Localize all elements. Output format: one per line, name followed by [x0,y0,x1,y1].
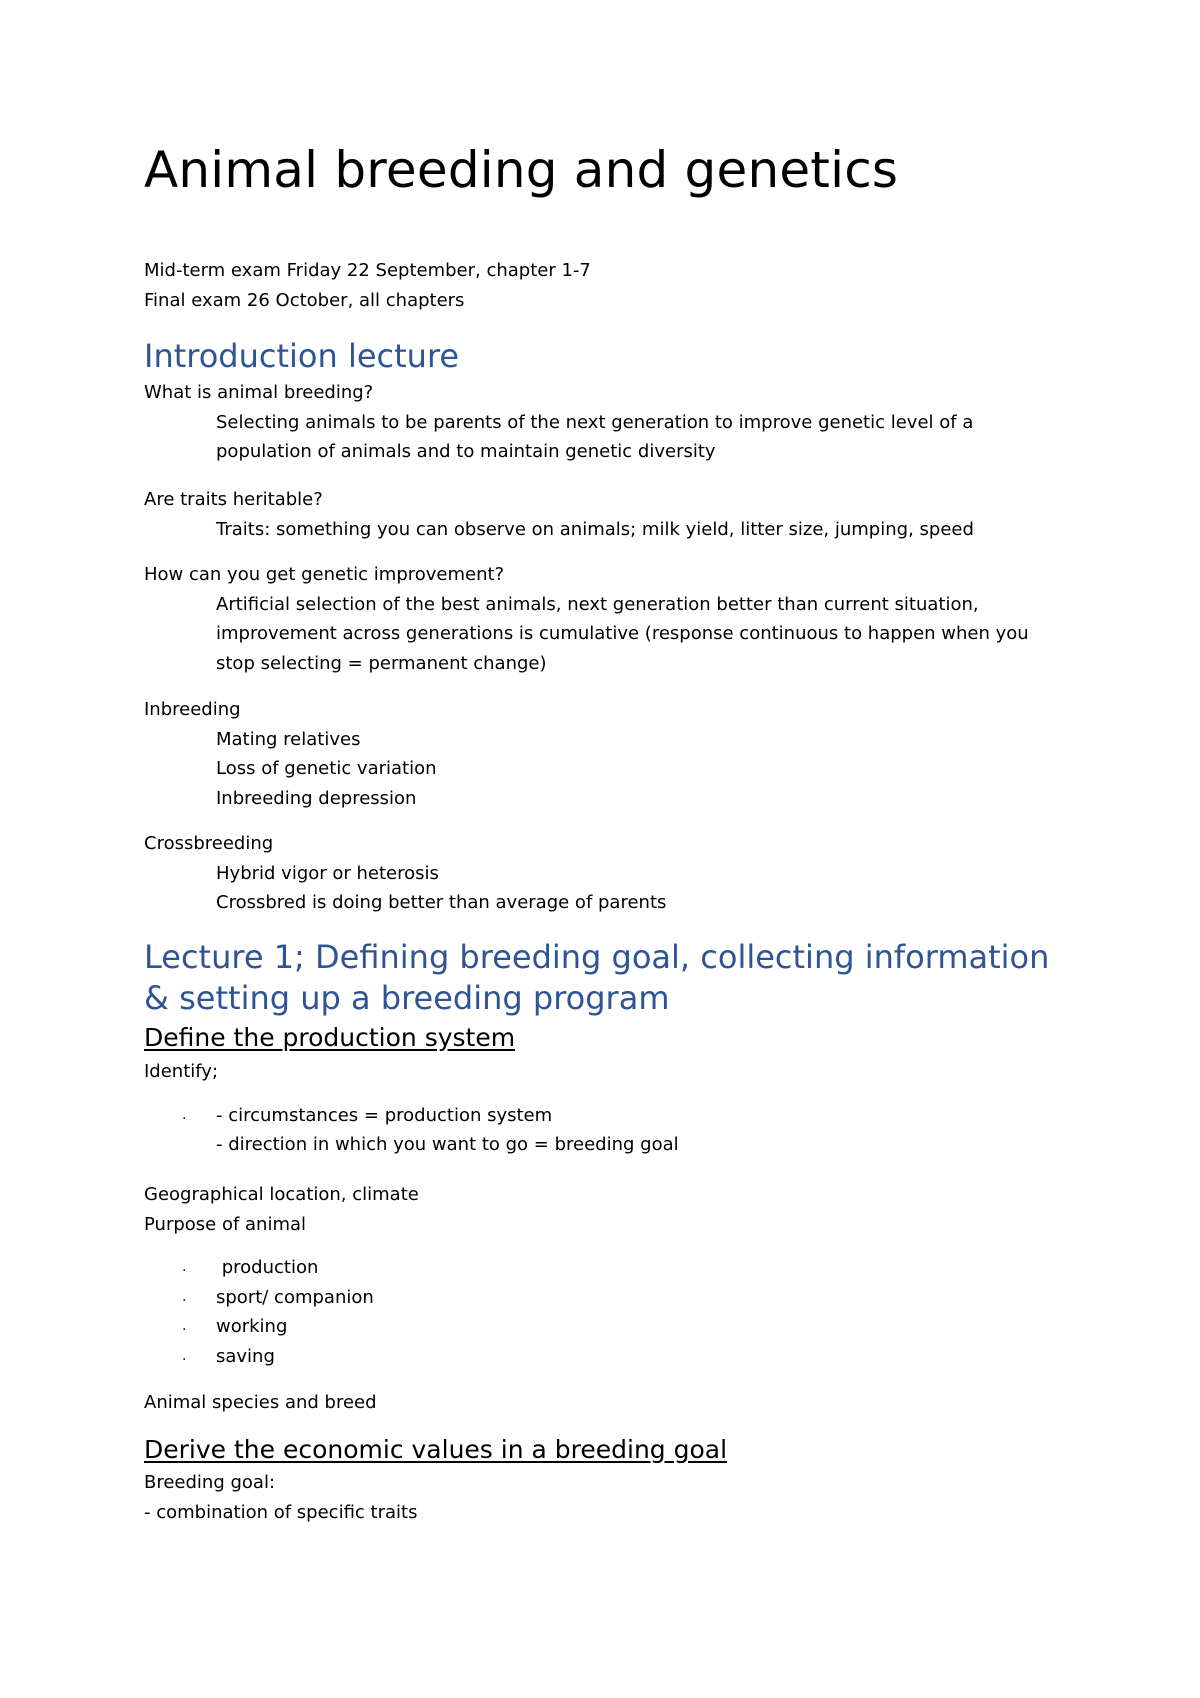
breeding-goal-label: Breeding goal: [144,1472,276,1493]
identify-section [144,1057,679,1160]
intro-question-2 [144,485,974,544]
inbreeding-section [144,695,437,813]
inbreeding-item: Loss of genetic variation [216,758,437,779]
question-text: What is animal breeding? [144,382,374,403]
answer-line: improvement across generations is cumulative (response continuous to happen when you [216,623,1029,644]
intro-question-1 [144,378,973,467]
intro-question-3 [144,560,1029,678]
crossbreeding-item: Hybrid vigor or heterosis [216,862,439,884]
heading-lecture-1 [144,937,1049,1019]
identify-item: - direction in which you want to go = breeding goal [216,1134,679,1155]
crossbreeding-label: Crossbreeding [144,833,274,854]
question-text: Are traits heritable? [144,489,323,510]
bullet-icon: . [182,1106,187,1123]
final-exam-line: Final exam 26 October, all chapters [144,290,465,311]
purpose-item: . production [144,1253,419,1283]
identify-label: Identify; [144,1061,219,1082]
breeding-goal-item: - combination of specific traits [144,1501,418,1523]
inbreeding-label: Inbreeding [144,699,241,720]
bullet-icon: . [182,1288,187,1305]
answer-line: stop selecting = permanent change) [216,652,547,674]
inbreeding-item: Mating relatives [216,728,361,750]
geo-label: Geographical location, climate [144,1184,419,1205]
answer-line: Traits: something you can observe on animals; milk yield, litter size, jumping, speed [216,518,974,540]
subheading-economic-values: Derive the economic values in a breeding goal [144,1435,728,1464]
heading-lecture-1-line-2: & setting up a breeding program [144,979,670,1017]
answer-line: Artificial selection of the best animals, next generation better than current situation, [216,593,979,615]
question-text: How can you get genetic improvement? [144,564,505,585]
subheading-production-system: Define the production system [144,1023,516,1052]
heading-introduction-lecture: Introduction lecture [144,337,460,375]
document-title: Animal breeding and genetics [144,141,899,199]
answer-line: Selecting animals to be parents of the next generation to improve genetic level of a [216,411,974,433]
purpose-item: . working [144,1312,419,1342]
inbreeding-item: Inbreeding depression [216,787,417,809]
exam-dates [144,256,591,316]
bullet-icon: . [182,1318,187,1334]
bullet-icon: . [182,1347,187,1364]
bullet-icon: . [182,1259,187,1275]
crossbreeding-item: Crossbred is doing better than average of parents [216,892,667,913]
context-section [144,1180,419,1371]
answer-line: population of animals and to maintain genetic diversity [216,441,716,462]
purpose-item: . sport/ companion [144,1283,419,1313]
purpose-item: . saving [144,1342,419,1372]
purpose-label: Purpose of animal [144,1213,307,1235]
species-line: Animal species and breed [144,1392,377,1413]
heading-lecture-1-line-1: Lecture 1; Defining breeding goal, collecting information [144,938,1050,976]
crossbreeding-section [144,829,666,918]
midterm-exam-line: Mid-term exam Friday 22 September, chapter 1-7 [144,260,591,281]
identify-item: . - circumstances = production system [144,1101,679,1131]
breeding-goal-section [144,1468,417,1527]
